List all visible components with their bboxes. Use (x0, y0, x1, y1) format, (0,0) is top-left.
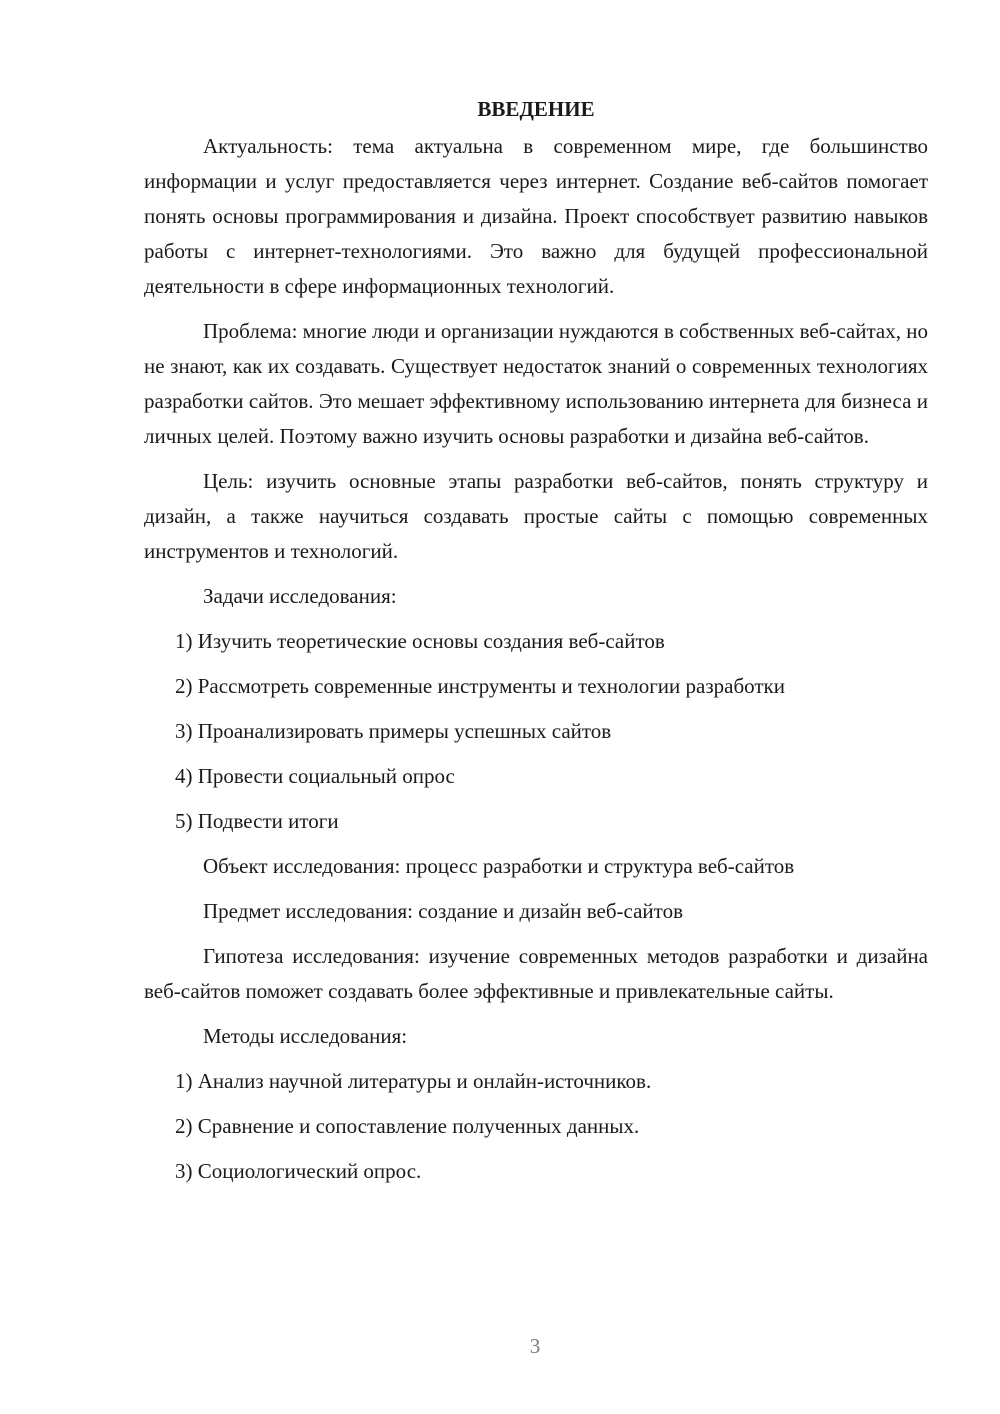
hypothesis-paragraph: Гипотеза исследования: изучение современных методов разработки и дизайна веб-сайтов поможет создавать более эффективные и привлекательные сайты. (144, 944, 928, 1003)
problem-paragraph: Проблема: многие люди и организации нуждаются в собственных веб-сайтах, но не знают, как их создавать. Существует недостаток знаний о современных технологиях разработки сайтов. Это мешает эффективному использованию интернета для бизнеса и личных целей. Поэтому важно изучить основы разработки и дизайна веб-сайтов. (144, 319, 928, 448)
list-item: 2) Рассмотреть современные инструменты и технологии разработки (175, 674, 785, 698)
document-body (144, 92, 928, 1199)
list-item: 1) Анализ научной литературы и онлайн-источников. (175, 1069, 652, 1093)
list-item: 5) Подвести итоги (175, 809, 339, 833)
subject-line: Предмет исследования: создание и дизайн веб-сайтов (203, 899, 683, 923)
tasks-heading: Задачи исследования: (203, 584, 397, 608)
list-item: 3) Проанализировать примеры успешных сайтов (175, 719, 612, 743)
methods-heading: Методы исследования: (203, 1024, 408, 1048)
object-line: Объект исследования: процесс разработки и структура веб-сайтов (203, 854, 795, 878)
methods-list (144, 1064, 928, 1189)
list-item: 1) Изучить теоретические основы создания веб-сайтов (175, 629, 665, 653)
list-item: 3) Социологический опрос. (175, 1159, 422, 1183)
page-number: 3 (529, 1334, 541, 1358)
relevance-paragraph: Актуальность: тема актуальна в современном мире, где большинство информации и услуг предоставляется через интернет. Создание веб-сайтов помогает понять основы программирования и дизайна. Проект способствует развитию навыков работы с интернет-технологиями. Это важно для будущей профессиональной деятельности в сфере информационных технологий. (144, 134, 928, 298)
goal-paragraph: Цель: изучить основные этапы разработки веб-сайтов, понять структуру и дизайн, а также научиться создавать простые сайты с помощью современных инструментов и технологий. (144, 469, 928, 563)
list-item: 2) Сравнение и сопоставление полученных данных. (175, 1114, 640, 1138)
list-item: 4) Провести социальный опрос (175, 764, 455, 788)
tasks-list (144, 624, 928, 839)
page-title: ВВЕДЕНИЕ (477, 97, 595, 121)
